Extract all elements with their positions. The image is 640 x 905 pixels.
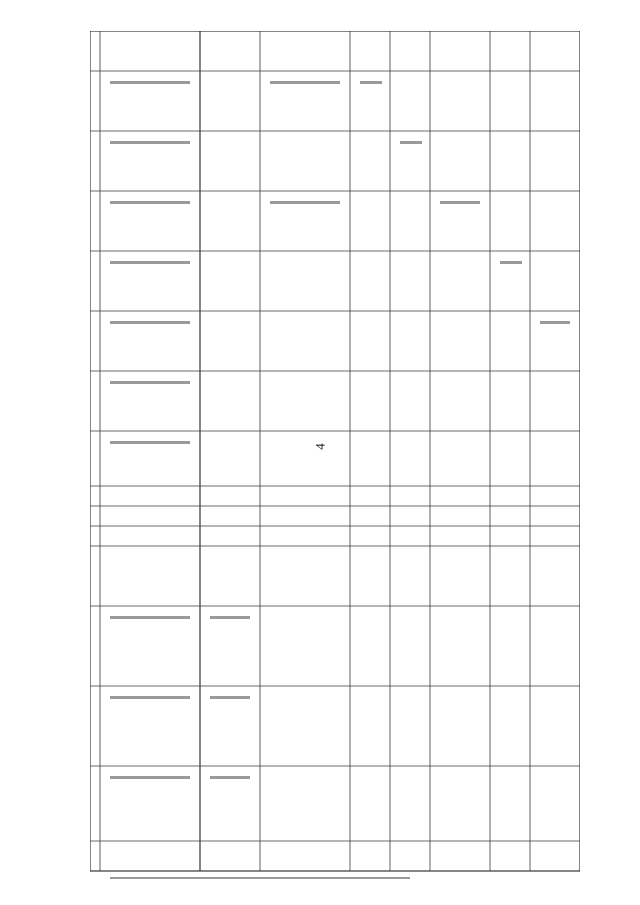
row-separators [100,31,530,871]
cell-text-placeholders [110,81,570,779]
page-number: 4 [312,443,328,450]
footer-path-placeholder [110,877,410,879]
table-frame [90,31,580,871]
rotated-budget-table [90,31,580,891]
column-separators [90,71,580,841]
